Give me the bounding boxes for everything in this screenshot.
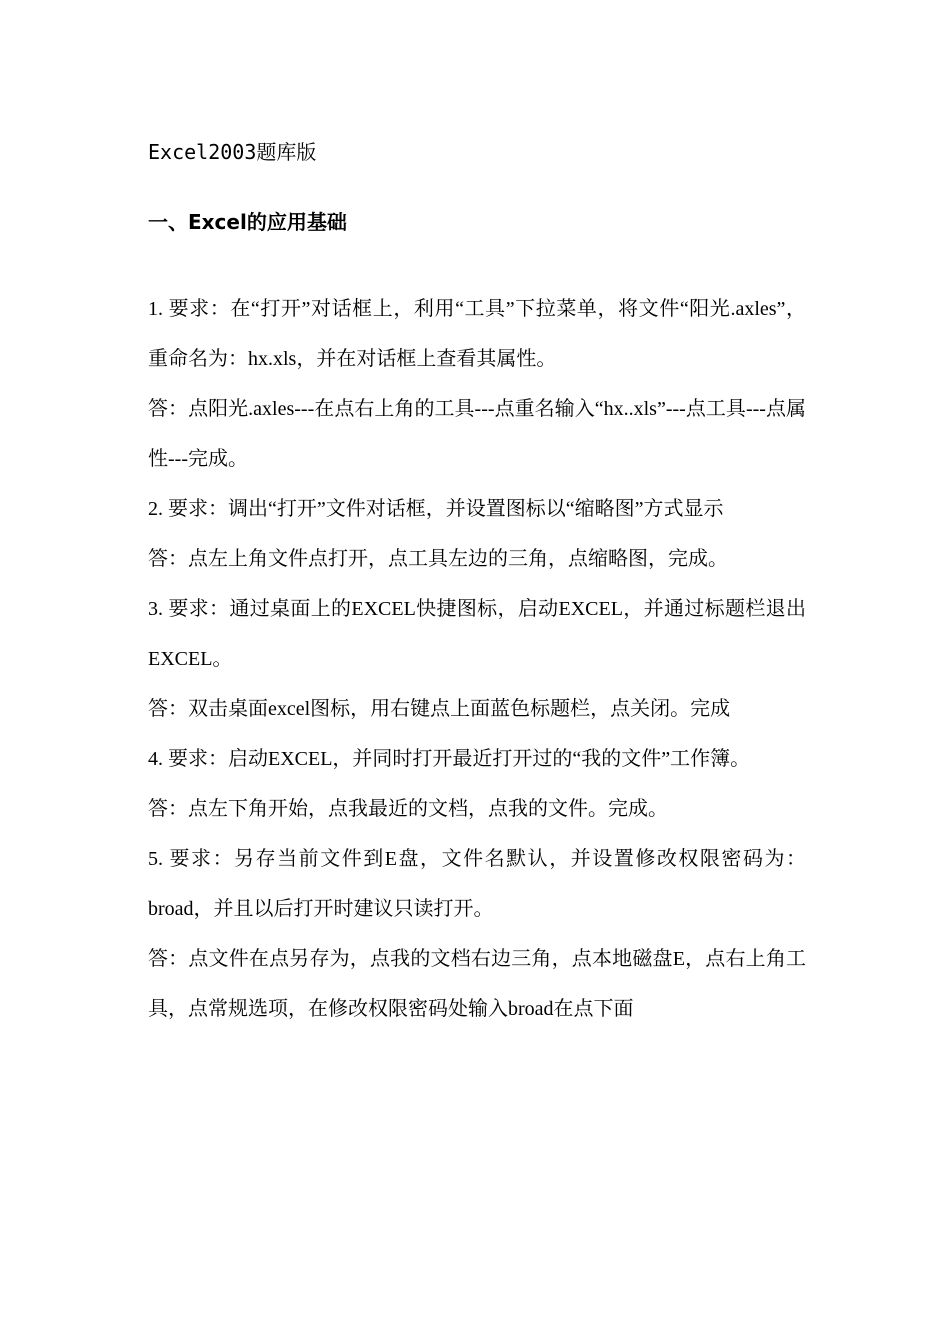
answer-3: 答：双击桌面excel图标，用右键点上面蓝色标题栏，点关闭。完成 [148, 698, 731, 720]
answer-1: 答：点阳光.axles---在点右上角的工具---点重名输入“hx..xls”---点工具---点属性---完成。 [148, 398, 806, 470]
answer-4: 答：点左下角开始，点我最近的文档，点我的文件。完成。 [148, 798, 668, 820]
question-1: 1. 要求：在“打开”对话框上，利用“工具”下拉菜单，将文件“阳光.axles”，重命名为：hx.xls，并在对话框上查看其属性。 [148, 298, 806, 370]
question-2: 2. 要求：调出“打开”文件对话框，并设置图标以“缩略图”方式显示 [148, 498, 724, 520]
answer-2: 答：点左上角文件点打开，点工具左边的三角，点缩略图，完成。 [148, 548, 728, 570]
section-heading: 一、Excel的应用基础 [148, 210, 347, 234]
question-5: 5. 要求：另存当前文件到E盘，文件名默认，并设置修改权限密码为：broad，并且以后打开时建议只读打开。 [148, 848, 806, 920]
question-3: 3. 要求：通过桌面上的EXCEL快捷图标，启动EXCEL，并通过标题栏退出EXCEL。 [148, 598, 806, 670]
question-4: 4. 要求：启动EXCEL，并同时打开最近打开过的“我的文件”工作簿。 [148, 748, 751, 770]
document-body [148, 284, 806, 1034]
answer-5: 答：点文件在点另存为，点我的文档右边三角，点本地磁盘E，点右上角工具，点常规选项，在修改权限密码处输入broad在点下面 [148, 948, 806, 1020]
document-title: Excel2003题库版 [148, 140, 317, 164]
